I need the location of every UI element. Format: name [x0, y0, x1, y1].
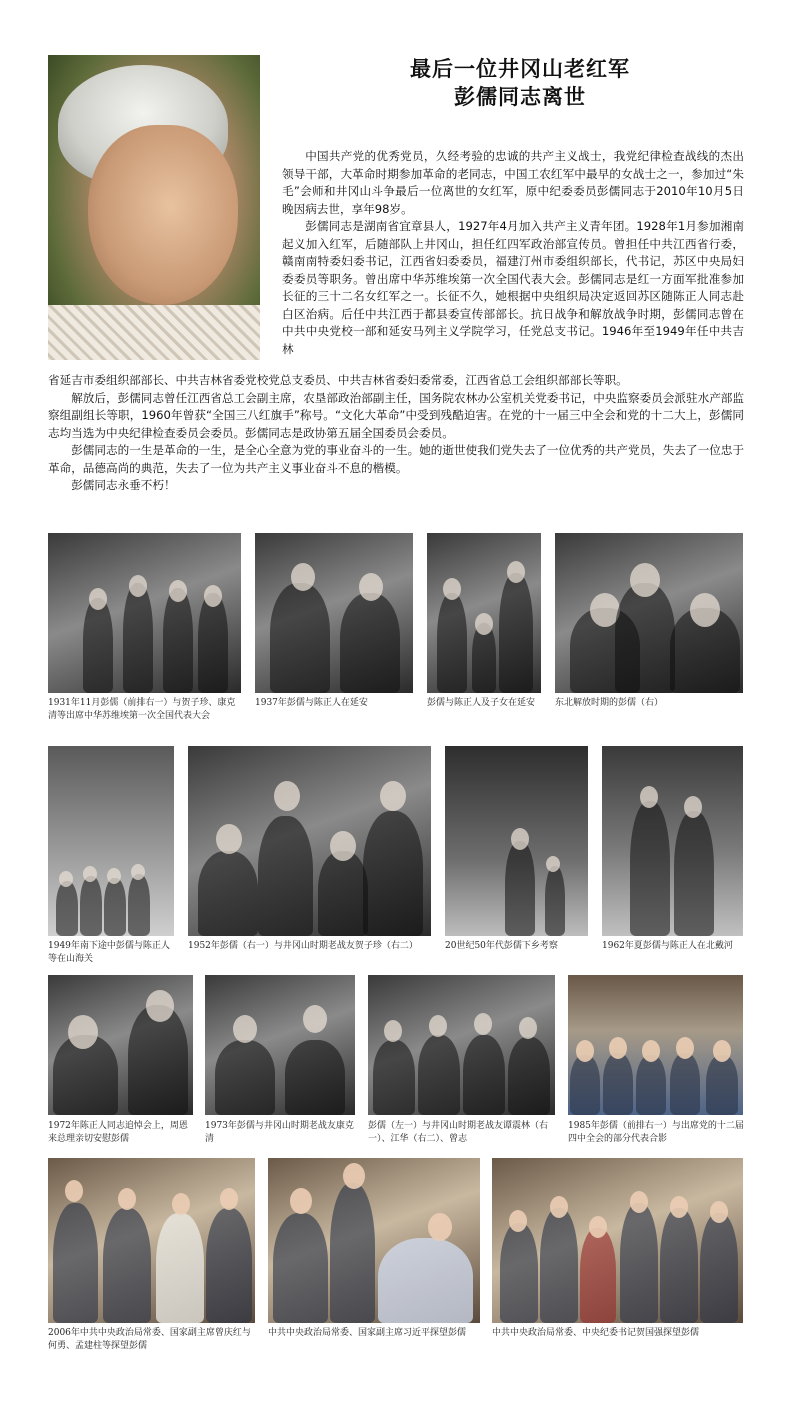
caption-photo-11: 彭儒（左一）与井冈山时期老战友谭震林（右一）、江华（右二）、曾志	[368, 1121, 549, 1144]
portrait-photo	[48, 55, 260, 360]
photo-shanhaiguan	[48, 746, 174, 936]
caption-photo-6: 1952年彭儒（右一）与井冈山时期老战友贺子珍（右二）	[188, 941, 418, 951]
article-paragraph-2a: 彭儒同志是湖南省宜章县人，1927年4月加入共产主义青年团。1928年1月参加湘南起义加入红军，后随部队上井冈山，担任红四军政治部宣传员。曾担任中共江西省行委，赣南南特委妇委书记，江西省妇委委员，福建汀州市委组织部长，代书记，苏区中央局妇委委员等职务。曾出席中华苏维埃第一次全国代表大会。彭儒同志是红一方面军批准参加长征的三十二名女红军之一。长征不久，她根据中央组织局决定返回苏区随陈正人同志赴白区治病。后任中共江西于都县委宣传部部长。抗日战争和解放战争时期，彭儒同志曾在中共中央党校一部和延安马列主义学院学习，任党总支书记。1946年至1949年任中共吉林	[282, 219, 744, 356]
headline-line-1: 最后一位井冈山老红军	[410, 57, 630, 81]
headline-line-2: 彭儒同志离世	[454, 85, 586, 109]
photo-1962-beidaihe	[602, 746, 743, 936]
photo-old-comrades	[368, 975, 555, 1115]
caption-photo-5: 1949年南下途中彭儒与陈正人等在山海关	[48, 941, 170, 964]
caption-photo-9: 1972年陈正人同志追悼会上，周恩来总理亲切安慰彭儒	[48, 1121, 188, 1144]
photo-he-guoqiang-visit	[492, 1158, 743, 1323]
caption-photo-14: 中共中央政治局常委、国家副主席习近平探望彭儒	[268, 1328, 467, 1338]
photo-1931-congress	[48, 533, 241, 693]
caption-photo-10: 1973年彭儒与井冈山时期老战友康克清	[205, 1121, 354, 1144]
article-column-right	[282, 148, 744, 358]
article-column-full	[48, 372, 744, 495]
photo-1952-group	[188, 746, 431, 936]
caption-photo-15: 中共中央政治局常委、中央纪委书记贺国强探望彭儒	[492, 1328, 700, 1338]
caption-photo-7: 20世纪50年代彭儒下乡考察	[445, 941, 558, 951]
caption-photo-12: 1985年彭儒（前排右一）与出席党的十二届四中全会的部分代表合影	[568, 1121, 744, 1144]
photo-1985-plenum	[568, 975, 743, 1115]
article-paragraph-2b: 省延吉市委组织部部长、中共吉林省委党校党总支委员、中共吉林省委妇委常委，江西省总工会组织部部长等职。	[48, 373, 628, 387]
photo-1950s-inspection	[445, 746, 588, 936]
article-paragraph-4: 彭儒同志的一生是革命的一生，是全心全意为党的事业奋斗的一生。她的逝世使我们党失去了一位优秀的共产党员，失去了一位忠于革命，品德高尚的典范，失去了一位为共产主义事业奋斗不息的楷模。	[48, 443, 744, 475]
photo-1972-memorial	[48, 975, 193, 1115]
caption-photo-13: 2006年中共中央政治局常委、国家副主席曾庆红与何勇、孟建柱等探望彭儒	[48, 1328, 251, 1351]
article-paragraph-1: 中国共产党的优秀党员，久经考验的忠诚的共产主义战士，我党纪律检查战线的杰出领导干部，大革命时期参加革命的老同志，中国工农红军中最早的女战士之一，参加过“朱毛”会师和井冈山斗争最后一位离世的女红军，原中纪委委员彭儒同志于2010年10月5日晚因病去世，享年98岁。	[282, 149, 744, 216]
photo-1973-kang-keqing	[205, 975, 355, 1115]
article-paragraph-5: 彭儒同志永垂不朽！	[71, 478, 176, 492]
article-paragraph-3: 解放后，彭儒同志曾任江西省总工会副主席，农垦部政治部副主任，国务院农林办公室机关党委书记，中央监察委员会派驻水产部监察组副组长等职，1960年曾获“全国三八红旗手”称号。“文化大革命”中受到残酷迫害。在党的十一届三中全会和党的十二大上，彭儒同志均当选为中央纪律检查委员会委员。彭儒同志是政协第五届全国委员会委员。	[48, 390, 744, 440]
caption-photo-4: 东北解放时期的彭儒（右）	[555, 698, 664, 708]
photo-northeast	[555, 533, 743, 693]
caption-photo-2: 1937年彭儒与陈正人在延安	[255, 698, 368, 708]
caption-photo-8: 1962年夏彭儒与陈正人在北戴河	[602, 941, 733, 951]
photo-xi-visit	[268, 1158, 480, 1323]
photo-1937-yanan	[255, 533, 413, 693]
photo-2006-visit	[48, 1158, 255, 1323]
photo-family-yanan	[427, 533, 541, 693]
caption-photo-1: 1931年11月彭儒（前排右一）与贺子珍、康克清等出席中华苏维埃第一次全国代表大会	[48, 698, 236, 721]
caption-photo-3: 彭儒与陈正人及子女在延安	[427, 698, 536, 708]
